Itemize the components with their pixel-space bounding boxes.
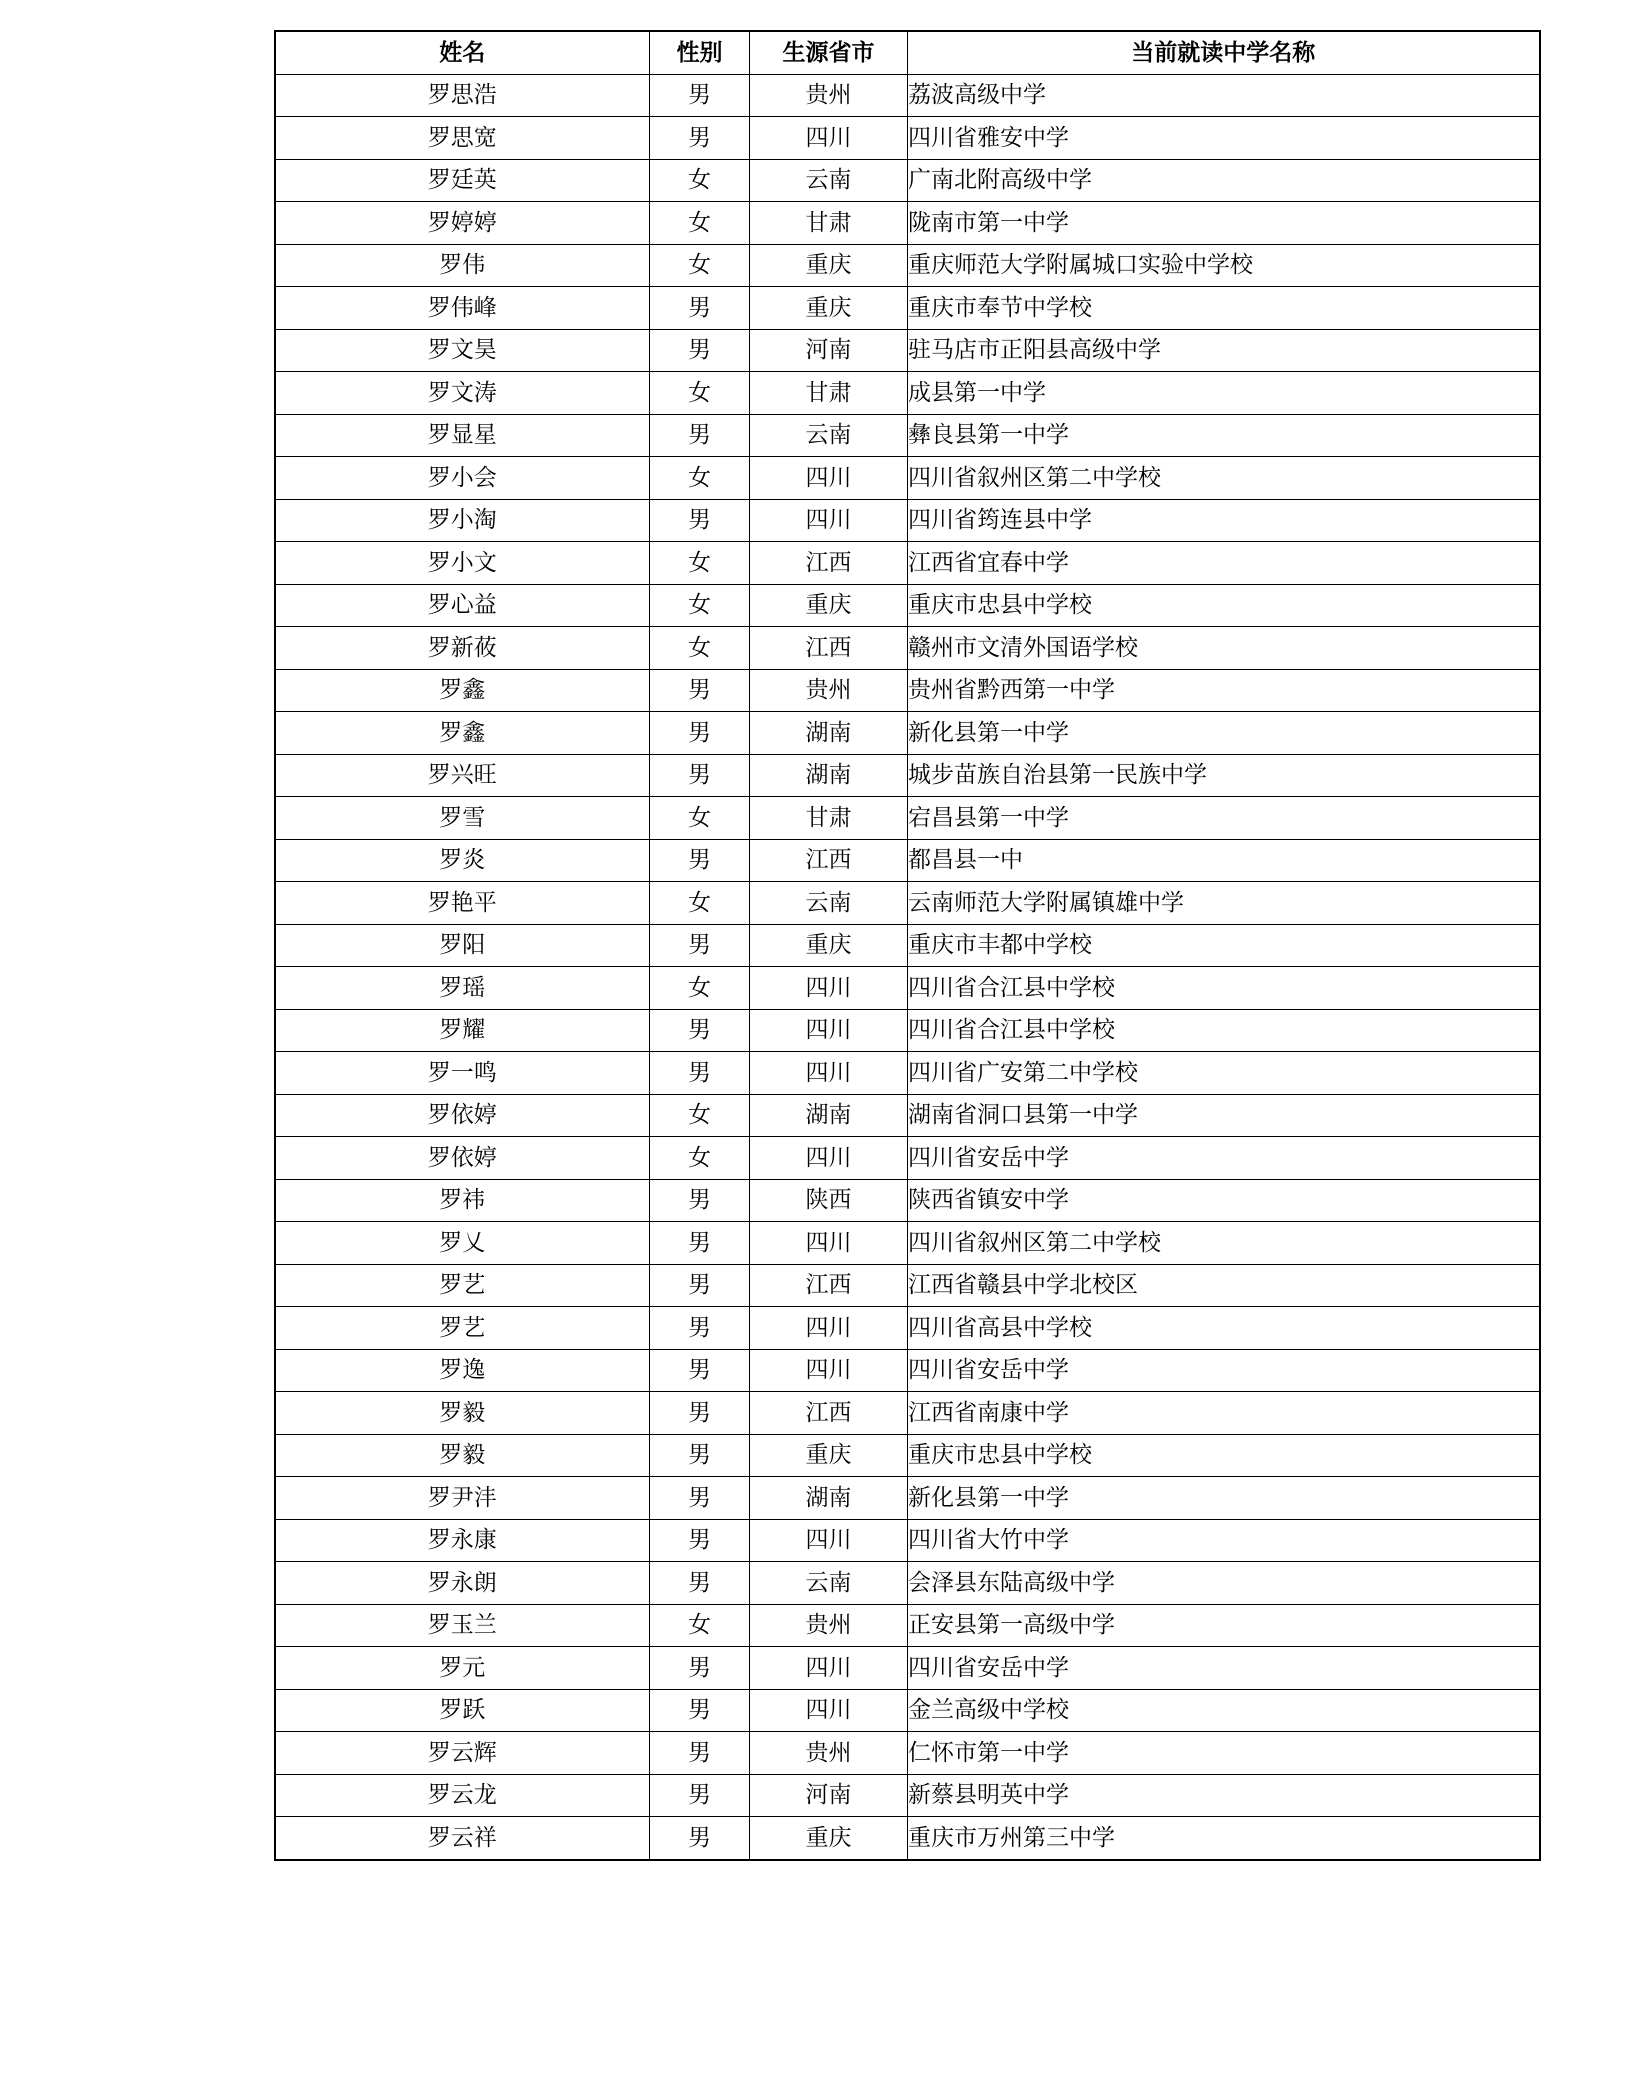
cell-province: 重庆 <box>750 1817 908 1860</box>
cell-school: 重庆师范大学附属城口实验中学校 <box>908 244 1540 287</box>
cell-school: 四川省安岳中学 <box>908 1137 1540 1180</box>
cell-gender: 男 <box>650 1689 750 1732</box>
table-row <box>275 1647 1540 1690</box>
cell-gender: 女 <box>650 159 750 202</box>
cell-gender: 男 <box>650 1179 750 1222</box>
cell-name: 罗尹沣 <box>275 1477 650 1520</box>
cell-province: 甘肃 <box>750 797 908 840</box>
cell-gender: 男 <box>650 1477 750 1520</box>
cell-gender: 女 <box>650 542 750 585</box>
cell-gender: 女 <box>650 244 750 287</box>
cell-gender: 男 <box>650 1817 750 1860</box>
cell-school: 江西省南康中学 <box>908 1392 1540 1435</box>
cell-gender: 男 <box>650 1392 750 1435</box>
cell-school: 四川省筠连县中学 <box>908 499 1540 542</box>
cell-province: 贵州 <box>750 669 908 712</box>
cell-name: 罗玉兰 <box>275 1604 650 1647</box>
cell-name: 罗小会 <box>275 457 650 500</box>
cell-province: 云南 <box>750 1562 908 1605</box>
cell-gender: 男 <box>650 1009 750 1052</box>
cell-province: 四川 <box>750 1519 908 1562</box>
table-row <box>275 1774 1540 1817</box>
cell-school: 四川省大竹中学 <box>908 1519 1540 1562</box>
cell-name: 罗伟峰 <box>275 287 650 330</box>
cell-name: 罗云祥 <box>275 1817 650 1860</box>
cell-name: 罗艺 <box>275 1307 650 1350</box>
cell-gender: 女 <box>650 627 750 670</box>
cell-name: 罗鑫 <box>275 712 650 755</box>
table-row <box>275 1052 1540 1095</box>
table-row <box>275 414 1540 457</box>
cell-gender: 男 <box>650 1264 750 1307</box>
cell-province: 湖南 <box>750 712 908 755</box>
cell-name: 罗一鸣 <box>275 1052 650 1095</box>
table-row <box>275 159 1540 202</box>
cell-gender: 男 <box>650 1307 750 1350</box>
cell-school: 陇南市第一中学 <box>908 202 1540 245</box>
table-row <box>275 584 1540 627</box>
cell-name: 罗廷英 <box>275 159 650 202</box>
table-row <box>275 244 1540 287</box>
table-row <box>275 1477 1540 1520</box>
cell-name: 罗小文 <box>275 542 650 585</box>
cell-name: 罗雪 <box>275 797 650 840</box>
cell-province: 陕西 <box>750 1179 908 1222</box>
cell-province: 云南 <box>750 159 908 202</box>
cell-gender: 男 <box>650 712 750 755</box>
cell-school: 陕西省镇安中学 <box>908 1179 1540 1222</box>
cell-province: 重庆 <box>750 1434 908 1477</box>
cell-gender: 男 <box>650 839 750 882</box>
cell-school: 重庆市忠县中学校 <box>908 1434 1540 1477</box>
cell-province: 河南 <box>750 1774 908 1817</box>
cell-gender: 男 <box>650 1349 750 1392</box>
table-row <box>275 1349 1540 1392</box>
cell-province: 四川 <box>750 1689 908 1732</box>
cell-province: 甘肃 <box>750 202 908 245</box>
cell-gender: 女 <box>650 1604 750 1647</box>
cell-name: 罗瑶 <box>275 967 650 1010</box>
table-row <box>275 1689 1540 1732</box>
cell-province: 四川 <box>750 1222 908 1265</box>
cell-province: 四川 <box>750 499 908 542</box>
cell-name: 罗依婷 <box>275 1094 650 1137</box>
table-row <box>275 1732 1540 1775</box>
cell-school: 都昌县一中 <box>908 839 1540 882</box>
cell-province: 贵州 <box>750 74 908 117</box>
cell-province: 江西 <box>750 1264 908 1307</box>
cell-gender: 男 <box>650 1519 750 1562</box>
table-row <box>275 1817 1540 1860</box>
table-row <box>275 457 1540 500</box>
cell-name: 罗祎 <box>275 1179 650 1222</box>
cell-name: 罗云辉 <box>275 1732 650 1775</box>
cell-school: 城步苗族自治县第一民族中学 <box>908 754 1540 797</box>
table-row <box>275 372 1540 415</box>
table-row <box>275 1604 1540 1647</box>
cell-province: 云南 <box>750 414 908 457</box>
cell-gender: 女 <box>650 202 750 245</box>
cell-gender: 男 <box>650 1562 750 1605</box>
cell-school: 贵州省黔西第一中学 <box>908 669 1540 712</box>
cell-gender: 男 <box>650 74 750 117</box>
table-row <box>275 924 1540 967</box>
cell-gender: 女 <box>650 967 750 1010</box>
cell-school: 四川省高县中学校 <box>908 1307 1540 1350</box>
cell-province: 甘肃 <box>750 372 908 415</box>
table-row <box>275 1179 1540 1222</box>
cell-school: 四川省叙州区第二中学校 <box>908 1222 1540 1265</box>
cell-gender: 女 <box>650 1137 750 1180</box>
cell-school: 重庆市万州第三中学 <box>908 1817 1540 1860</box>
cell-gender: 男 <box>650 287 750 330</box>
cell-school: 新化县第一中学 <box>908 1477 1540 1520</box>
cell-gender: 男 <box>650 329 750 372</box>
cell-gender: 男 <box>650 1774 750 1817</box>
cell-school: 四川省雅安中学 <box>908 117 1540 160</box>
cell-name: 罗小淘 <box>275 499 650 542</box>
table-row <box>275 202 1540 245</box>
cell-name: 罗炎 <box>275 839 650 882</box>
cell-province: 四川 <box>750 1052 908 1095</box>
cell-province: 重庆 <box>750 924 908 967</box>
cell-school: 成县第一中学 <box>908 372 1540 415</box>
cell-province: 重庆 <box>750 287 908 330</box>
cell-name: 罗艳平 <box>275 882 650 925</box>
table-row <box>275 1094 1540 1137</box>
cell-school: 赣州市文清外国语学校 <box>908 627 1540 670</box>
column-header-gender: 性别 <box>650 31 750 74</box>
table-row <box>275 287 1540 330</box>
cell-name: 罗鑫 <box>275 669 650 712</box>
table-row <box>275 839 1540 882</box>
cell-school: 四川省叙州区第二中学校 <box>908 457 1540 500</box>
cell-name: 罗依婷 <box>275 1137 650 1180</box>
cell-name: 罗永朗 <box>275 1562 650 1605</box>
table-row <box>275 1562 1540 1605</box>
table-header <box>275 31 1540 74</box>
cell-name: 罗逸 <box>275 1349 650 1392</box>
cell-province: 四川 <box>750 967 908 1010</box>
cell-province: 湖南 <box>750 1477 908 1520</box>
cell-name: 罗显星 <box>275 414 650 457</box>
cell-school: 仁怀市第一中学 <box>908 1732 1540 1775</box>
cell-name: 罗艺 <box>275 1264 650 1307</box>
cell-school: 四川省合江县中学校 <box>908 967 1540 1010</box>
cell-province: 湖南 <box>750 754 908 797</box>
cell-name: 罗永康 <box>275 1519 650 1562</box>
cell-province: 河南 <box>750 329 908 372</box>
cell-school: 彝良县第一中学 <box>908 414 1540 457</box>
cell-gender: 女 <box>650 1094 750 1137</box>
cell-province: 湖南 <box>750 1094 908 1137</box>
cell-gender: 男 <box>650 1732 750 1775</box>
cell-school: 新化县第一中学 <box>908 712 1540 755</box>
cell-school: 重庆市丰都中学校 <box>908 924 1540 967</box>
table-row <box>275 712 1540 755</box>
table-row <box>275 1264 1540 1307</box>
table-row <box>275 1137 1540 1180</box>
cell-gender: 男 <box>650 1647 750 1690</box>
cell-gender: 女 <box>650 584 750 627</box>
table-row <box>275 967 1540 1010</box>
roster-table-container <box>111 30 1539 1861</box>
cell-school: 广南北附高级中学 <box>908 159 1540 202</box>
cell-province: 四川 <box>750 1307 908 1350</box>
cell-province: 江西 <box>750 839 908 882</box>
cell-gender: 男 <box>650 1052 750 1095</box>
cell-school: 重庆市忠县中学校 <box>908 584 1540 627</box>
table-row <box>275 117 1540 160</box>
table-header-row <box>275 31 1540 74</box>
cell-province: 贵州 <box>750 1732 908 1775</box>
cell-province: 四川 <box>750 457 908 500</box>
cell-province: 云南 <box>750 882 908 925</box>
student-roster-table <box>274 30 1541 1861</box>
cell-gender: 女 <box>650 372 750 415</box>
cell-province: 贵州 <box>750 1604 908 1647</box>
cell-name: 罗阳 <box>275 924 650 967</box>
table-row <box>275 74 1540 117</box>
table-row <box>275 669 1540 712</box>
table-row <box>275 499 1540 542</box>
table-row <box>275 627 1540 670</box>
cell-school: 四川省安岳中学 <box>908 1647 1540 1690</box>
cell-province: 四川 <box>750 1137 908 1180</box>
cell-school: 江西省宜春中学 <box>908 542 1540 585</box>
cell-name: 罗伟 <box>275 244 650 287</box>
cell-name: 罗跃 <box>275 1689 650 1732</box>
cell-gender: 女 <box>650 882 750 925</box>
cell-school: 四川省合江县中学校 <box>908 1009 1540 1052</box>
table-row <box>275 882 1540 925</box>
table-row <box>275 797 1540 840</box>
cell-name: 罗毅 <box>275 1392 650 1435</box>
cell-province: 四川 <box>750 1009 908 1052</box>
cell-gender: 男 <box>650 499 750 542</box>
cell-name: 罗云龙 <box>275 1774 650 1817</box>
cell-school: 新蔡县明英中学 <box>908 1774 1540 1817</box>
table-row <box>275 1392 1540 1435</box>
cell-name: 罗文涛 <box>275 372 650 415</box>
cell-province: 江西 <box>750 1392 908 1435</box>
cell-province: 四川 <box>750 117 908 160</box>
cell-gender: 男 <box>650 414 750 457</box>
table-row <box>275 329 1540 372</box>
cell-school: 四川省安岳中学 <box>908 1349 1540 1392</box>
cell-gender: 男 <box>650 1222 750 1265</box>
cell-province: 四川 <box>750 1349 908 1392</box>
cell-school: 金兰高级中学校 <box>908 1689 1540 1732</box>
cell-school: 四川省广安第二中学校 <box>908 1052 1540 1095</box>
cell-gender: 女 <box>650 457 750 500</box>
cell-name: 罗心益 <box>275 584 650 627</box>
column-header-province: 生源省市 <box>750 31 908 74</box>
table-body <box>275 74 1540 1860</box>
cell-gender: 女 <box>650 797 750 840</box>
cell-name: 罗毅 <box>275 1434 650 1477</box>
cell-gender: 男 <box>650 669 750 712</box>
cell-name: 罗耀 <box>275 1009 650 1052</box>
cell-province: 四川 <box>750 1647 908 1690</box>
column-header-school: 当前就读中学名称 <box>908 31 1540 74</box>
table-row <box>275 1009 1540 1052</box>
table-row <box>275 542 1540 585</box>
cell-name: 罗文昊 <box>275 329 650 372</box>
table-row <box>275 1519 1540 1562</box>
cell-name: 罗婷婷 <box>275 202 650 245</box>
cell-school: 驻马店市正阳县高级中学 <box>908 329 1540 372</box>
cell-school: 宕昌县第一中学 <box>908 797 1540 840</box>
cell-school: 正安县第一高级中学 <box>908 1604 1540 1647</box>
table-row <box>275 754 1540 797</box>
cell-school: 会泽县东陆高级中学 <box>908 1562 1540 1605</box>
table-row <box>275 1434 1540 1477</box>
cell-gender: 男 <box>650 924 750 967</box>
cell-name: 罗元 <box>275 1647 650 1690</box>
cell-name: 罗新莜 <box>275 627 650 670</box>
cell-province: 重庆 <box>750 584 908 627</box>
cell-school: 云南师范大学附属镇雄中学 <box>908 882 1540 925</box>
cell-school: 湖南省洞口县第一中学 <box>908 1094 1540 1137</box>
cell-province: 江西 <box>750 542 908 585</box>
cell-school: 重庆市奉节中学校 <box>908 287 1540 330</box>
cell-school: 江西省赣县中学北校区 <box>908 1264 1540 1307</box>
cell-school: 荔波高级中学 <box>908 74 1540 117</box>
table-row <box>275 1222 1540 1265</box>
cell-province: 江西 <box>750 627 908 670</box>
cell-name: 罗思宽 <box>275 117 650 160</box>
table-row <box>275 1307 1540 1350</box>
cell-name: 罗乂 <box>275 1222 650 1265</box>
cell-province: 重庆 <box>750 244 908 287</box>
cell-name: 罗思浩 <box>275 74 650 117</box>
cell-gender: 男 <box>650 1434 750 1477</box>
cell-name: 罗兴旺 <box>275 754 650 797</box>
column-header-name: 姓名 <box>275 31 650 74</box>
cell-gender: 男 <box>650 754 750 797</box>
cell-gender: 男 <box>650 117 750 160</box>
